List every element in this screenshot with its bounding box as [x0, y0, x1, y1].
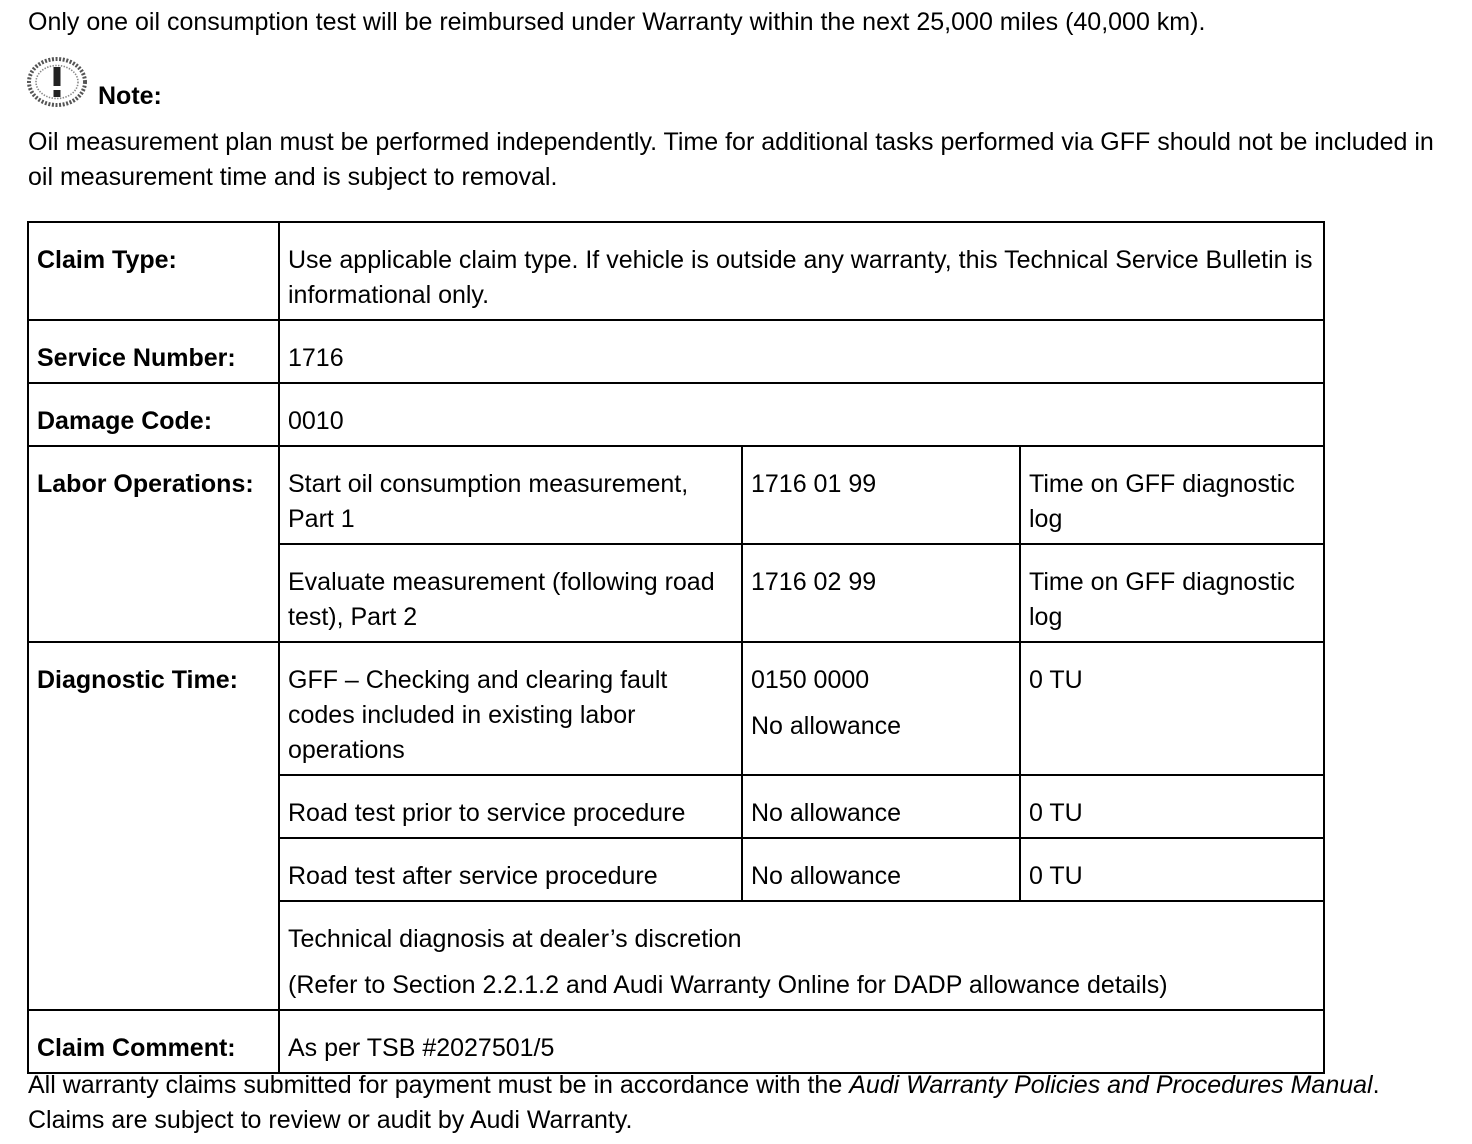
diagnostic-time-value: 0 TU — [1020, 642, 1324, 775]
damage-code-value: 0010 — [279, 383, 1324, 446]
diagnostic-description: Road test after service procedure — [279, 838, 742, 901]
note-text: Oil measurement plan must be performed independently. Time for additional tasks performed via GFF should not be included in oil measurement time and is subject to removal. — [28, 128, 1434, 191]
claim-type-label: Claim Type: — [28, 222, 279, 320]
labor-operation-row — [28, 446, 1324, 544]
diagnostic-time-label: Diagnostic Time: — [28, 642, 279, 1010]
diagnostic-code-note: No allowance — [751, 712, 902, 740]
labor-operation-code: 1716 02 99 — [742, 544, 1020, 642]
warranty-table — [27, 221, 1325, 1074]
outro-prefix: All warranty claims submitted for payment must be in accordance with the — [28, 1071, 850, 1099]
intro-paragraph: Only one oil consumption test will be reimbursed under Warranty within the next 25,000 miles (40,000 km). — [28, 8, 1206, 36]
outro-paragraph — [28, 1068, 1448, 1138]
exclamation-circle-icon — [26, 56, 88, 108]
diagnostic-code: No allowance — [742, 838, 1020, 901]
technical-diagnosis-text: Technical diagnosis at dealer’s discretion — [288, 925, 742, 953]
warranty-manual-title: Audi Warranty Policies and Procedures Manual — [849, 1071, 1373, 1099]
service-number-value: 1716 — [279, 320, 1324, 383]
claim-comment-row — [28, 1010, 1324, 1073]
labor-operation-time: Time on GFF diagnostic log — [1020, 544, 1324, 642]
diagnostic-time-value: 0 TU — [1020, 838, 1324, 901]
outro-suffix: . Claims are subject to review or audit by Audi Warranty. — [28, 1071, 1380, 1134]
claim-type-row — [28, 222, 1324, 320]
labor-operation-description: Evaluate measurement (following road test), Part 2 — [279, 544, 742, 642]
note-label: Note: — [98, 82, 162, 110]
diagnostic-code: No allowance — [742, 775, 1020, 838]
service-number-row — [28, 320, 1324, 383]
claim-comment-value: As per TSB #2027501/5 — [279, 1010, 1324, 1073]
damage-code-label: Damage Code: — [28, 383, 279, 446]
technical-diagnosis-cell — [279, 901, 1324, 1010]
claim-comment-label: Claim Comment: — [28, 1010, 279, 1073]
claim-type-value: Use applicable claim type. If vehicle is outside any warranty, this Technical Service Bulletin is informational only. — [279, 222, 1324, 320]
labor-operation-time: Time on GFF diagnostic log — [1020, 446, 1324, 544]
diagnostic-time-value: 0 TU — [1020, 775, 1324, 838]
damage-code-row — [28, 383, 1324, 446]
diagnostic-code: 0150 0000 — [751, 666, 870, 694]
diagnostic-time-row — [28, 642, 1324, 775]
labor-operation-code: 1716 01 99 — [742, 446, 1020, 544]
service-number-label: Service Number: — [28, 320, 279, 383]
technical-diagnosis-note: (Refer to Section 2.2.1.2 and Audi Warranty Online for DADP allowance details) — [288, 971, 1168, 999]
diagnostic-description: GFF – Checking and clearing fault codes included in existing labor operations — [279, 642, 742, 775]
labor-operation-description: Start oil consumption measurement, Part 1 — [279, 446, 742, 544]
labor-operations-label: Labor Operations: — [28, 446, 279, 642]
diagnostic-description: Road test prior to service procedure — [279, 775, 742, 838]
diagnostic-code-cell — [742, 642, 1020, 775]
